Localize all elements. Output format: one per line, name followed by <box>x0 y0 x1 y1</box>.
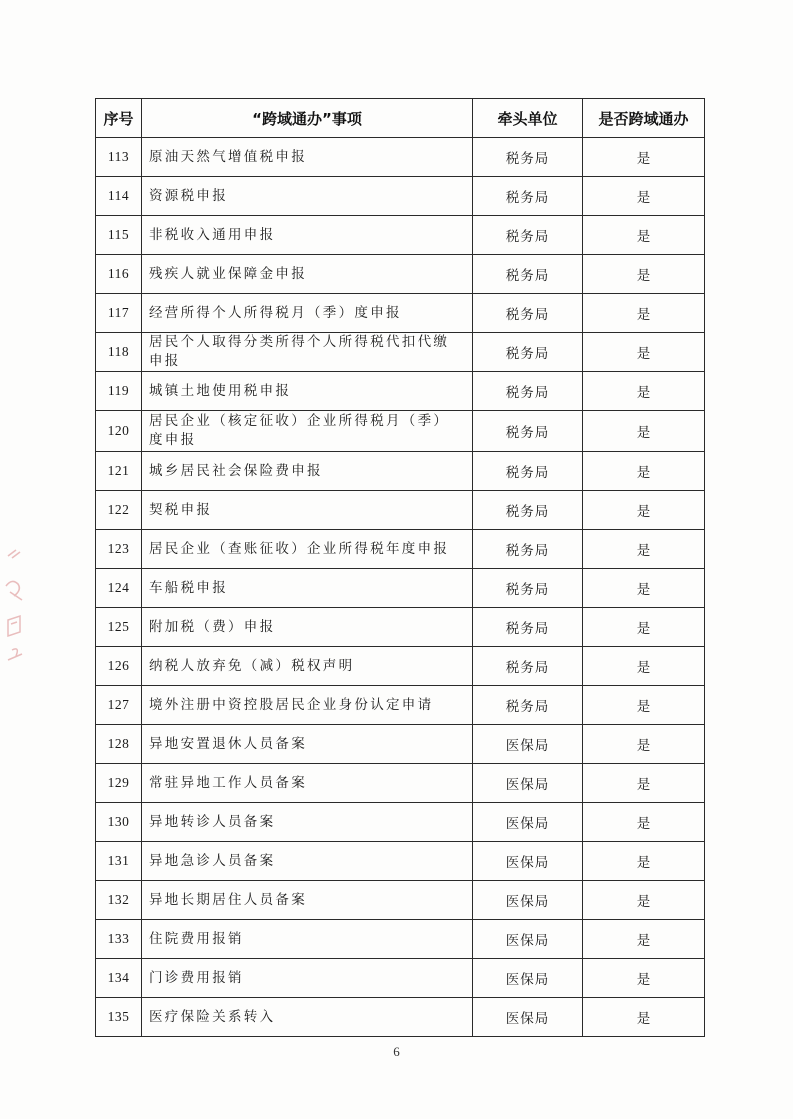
row-item: 残疾人就业保障金申报 <box>142 255 473 294</box>
row-no: 128 <box>96 725 142 764</box>
row-flag: 是 <box>583 138 705 177</box>
row-flag: 是 <box>583 803 705 842</box>
row-no: 129 <box>96 764 142 803</box>
row-item: 经营所得个人所得税月（季）度申报 <box>142 294 473 333</box>
row-flag: 是 <box>583 725 705 764</box>
row-flag: 是 <box>583 255 705 294</box>
row-unit: 医保局 <box>473 725 583 764</box>
row-unit: 税务局 <box>473 255 583 294</box>
row-flag: 是 <box>583 764 705 803</box>
row-item: 居民企业（查账征收）企业所得税年度申报 <box>142 530 473 569</box>
row-item: 异地转诊人员备案 <box>142 803 473 842</box>
table-row <box>96 255 705 294</box>
row-item: 城镇土地使用税申报 <box>142 372 473 411</box>
row-item: 居民企业（核定征收）企业所得税月（季）度申报 <box>142 411 473 452</box>
table-row <box>96 372 705 411</box>
table-row <box>96 842 705 881</box>
table-row <box>96 530 705 569</box>
row-no: 130 <box>96 803 142 842</box>
row-no: 133 <box>96 920 142 959</box>
row-flag: 是 <box>583 881 705 920</box>
row-unit: 税务局 <box>473 138 583 177</box>
table-row <box>96 920 705 959</box>
header-item: “跨域通办”事项 <box>142 99 473 138</box>
row-item: 原油天然气增值税申报 <box>142 138 473 177</box>
table-row <box>96 608 705 647</box>
table-header-row <box>96 99 705 138</box>
row-item: 境外注册中资控股居民企业身份认定申请 <box>142 686 473 725</box>
row-unit: 税务局 <box>473 686 583 725</box>
items-table <box>95 98 705 1037</box>
row-flag: 是 <box>583 569 705 608</box>
row-unit: 税务局 <box>473 177 583 216</box>
row-item: 居民个人取得分类所得个人所得税代扣代缴申报 <box>142 333 473 372</box>
header-no: 序号 <box>96 99 142 138</box>
header-unit: 牵头单位 <box>473 99 583 138</box>
row-flag: 是 <box>583 333 705 372</box>
row-no: 124 <box>96 569 142 608</box>
row-no: 131 <box>96 842 142 881</box>
table-row <box>96 138 705 177</box>
row-item: 门诊费用报销 <box>142 959 473 998</box>
row-item: 城乡居民社会保险费申报 <box>142 452 473 491</box>
table-row <box>96 216 705 255</box>
row-unit: 医保局 <box>473 764 583 803</box>
row-no: 126 <box>96 647 142 686</box>
row-flag: 是 <box>583 452 705 491</box>
row-flag: 是 <box>583 294 705 333</box>
row-unit: 税务局 <box>473 372 583 411</box>
row-unit: 税务局 <box>473 333 583 372</box>
row-flag: 是 <box>583 647 705 686</box>
row-unit: 医保局 <box>473 959 583 998</box>
row-item: 住院费用报销 <box>142 920 473 959</box>
row-unit: 医保局 <box>473 803 583 842</box>
row-flag: 是 <box>583 411 705 452</box>
table-row <box>96 881 705 920</box>
row-flag: 是 <box>583 216 705 255</box>
table-row <box>96 491 705 530</box>
row-no: 132 <box>96 881 142 920</box>
row-flag: 是 <box>583 608 705 647</box>
row-item: 资源税申报 <box>142 177 473 216</box>
row-flag: 是 <box>583 491 705 530</box>
row-no: 113 <box>96 138 142 177</box>
table-row <box>96 725 705 764</box>
row-item: 非税收入通用申报 <box>142 216 473 255</box>
row-flag: 是 <box>583 530 705 569</box>
row-no: 120 <box>96 411 142 452</box>
row-unit: 税务局 <box>473 216 583 255</box>
row-unit: 税务局 <box>473 491 583 530</box>
row-item: 契税申报 <box>142 491 473 530</box>
row-no: 118 <box>96 333 142 372</box>
table-row <box>96 294 705 333</box>
row-flag: 是 <box>583 842 705 881</box>
row-no: 122 <box>96 491 142 530</box>
row-item: 异地安置退休人员备案 <box>142 725 473 764</box>
row-no: 116 <box>96 255 142 294</box>
page-number: 6 <box>393 1044 400 1059</box>
row-unit: 税务局 <box>473 452 583 491</box>
row-item: 附加税（费）申报 <box>142 608 473 647</box>
table-row <box>96 959 705 998</box>
row-unit: 医保局 <box>473 842 583 881</box>
row-flag: 是 <box>583 920 705 959</box>
row-unit: 税务局 <box>473 294 583 333</box>
table-row <box>96 177 705 216</box>
row-no: 119 <box>96 372 142 411</box>
row-item: 异地长期居住人员备案 <box>142 881 473 920</box>
row-unit: 税务局 <box>473 530 583 569</box>
row-no: 135 <box>96 998 142 1037</box>
row-no: 127 <box>96 686 142 725</box>
row-no: 114 <box>96 177 142 216</box>
table-row <box>96 569 705 608</box>
row-unit: 税务局 <box>473 569 583 608</box>
row-no: 134 <box>96 959 142 998</box>
table-row <box>96 411 705 452</box>
seal-stamp-fragment <box>2 548 32 668</box>
row-no: 115 <box>96 216 142 255</box>
header-flag: 是否跨域通办 <box>583 99 705 138</box>
row-unit: 医保局 <box>473 881 583 920</box>
table-row <box>96 452 705 491</box>
row-no: 123 <box>96 530 142 569</box>
row-item: 医疗保险关系转入 <box>142 998 473 1037</box>
table-row <box>96 764 705 803</box>
row-flag: 是 <box>583 177 705 216</box>
row-item: 车船税申报 <box>142 569 473 608</box>
table-row <box>96 686 705 725</box>
row-unit: 税务局 <box>473 608 583 647</box>
row-item: 纳税人放弃免（减）税权声明 <box>142 647 473 686</box>
row-unit: 医保局 <box>473 920 583 959</box>
table-row <box>96 998 705 1037</box>
row-flag: 是 <box>583 998 705 1037</box>
row-no: 121 <box>96 452 142 491</box>
row-flag: 是 <box>583 959 705 998</box>
row-no: 125 <box>96 608 142 647</box>
table-row <box>96 333 705 372</box>
row-flag: 是 <box>583 372 705 411</box>
row-unit: 税务局 <box>473 647 583 686</box>
row-unit: 医保局 <box>473 998 583 1037</box>
row-no: 117 <box>96 294 142 333</box>
table-row <box>96 647 705 686</box>
row-item: 常驻异地工作人员备案 <box>142 764 473 803</box>
row-flag: 是 <box>583 686 705 725</box>
table-row <box>96 803 705 842</box>
row-unit: 税务局 <box>473 411 583 452</box>
row-item: 异地急诊人员备案 <box>142 842 473 881</box>
